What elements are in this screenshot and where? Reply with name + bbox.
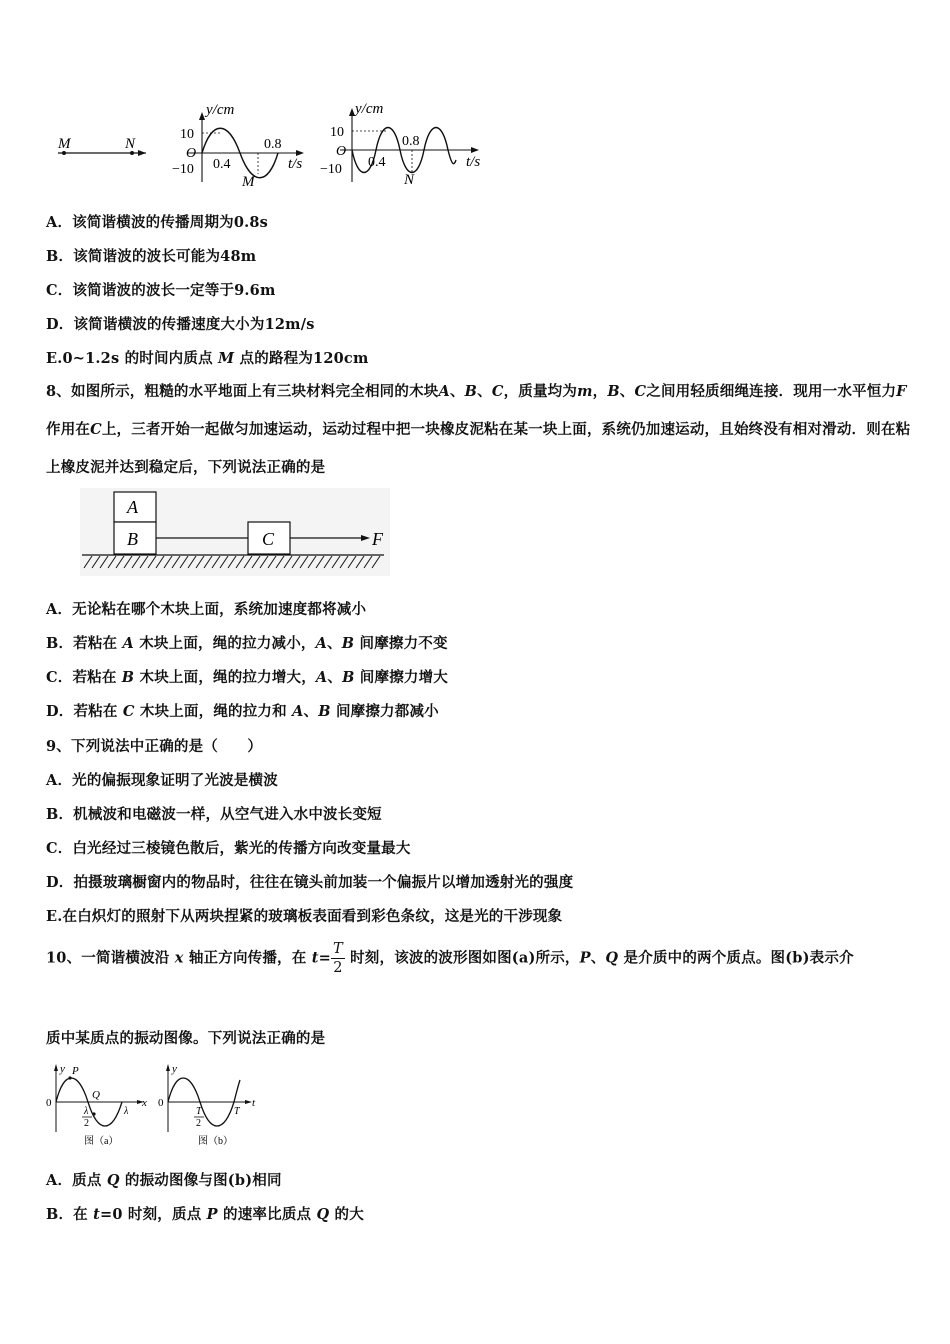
label-M: M bbox=[58, 136, 71, 152]
q9-option-d: D．拍摄玻璃橱窗内的物品时，往往在镜头前加装一个偏振片以增加透射光的强度 bbox=[46, 874, 574, 891]
g2-tick-pos: 10 bbox=[330, 125, 344, 140]
label-F: F bbox=[372, 529, 383, 549]
q10-frac-den: 2 bbox=[333, 960, 343, 976]
label-B: B bbox=[127, 529, 138, 549]
g1-t2: 0.8 bbox=[264, 137, 282, 152]
qa-origin: 0 bbox=[46, 1097, 52, 1109]
qa-lambda: λ bbox=[124, 1106, 129, 1117]
q9-option-a: A．光的偏振现象证明了光波是横波 bbox=[46, 772, 278, 789]
q10-vP: P bbox=[579, 949, 591, 967]
g1-origin: O bbox=[186, 146, 197, 161]
q8-t7: 之间用轻质细绳连接．现用一水平恒力 bbox=[646, 383, 897, 400]
q9-option-c: C．白光经过三棱镜色散后，紫光的传播方向改变量最大 bbox=[46, 840, 411, 857]
q10b-v1: t bbox=[93, 1206, 101, 1223]
qa-caption: 图（a） bbox=[84, 1136, 119, 1147]
q10b-v3: Q bbox=[316, 1206, 330, 1223]
q8-option-b bbox=[46, 632, 448, 653]
q8-v7: F bbox=[896, 383, 907, 400]
q8-v3: C bbox=[491, 383, 504, 400]
q10-vQ: Q bbox=[605, 949, 619, 967]
qb-t: t bbox=[252, 1097, 256, 1109]
q8c-v3: B bbox=[342, 669, 355, 686]
q8-stem bbox=[46, 373, 916, 487]
g2-tick-neg: −10 bbox=[320, 162, 342, 177]
q8c-mid: 木块上面，绳的拉力增大， bbox=[134, 669, 316, 686]
q7-option-d: D．该简谐横波的传播速度大小为12m/s bbox=[46, 316, 315, 333]
q8b-pre: B．若粘在 bbox=[46, 635, 123, 652]
q8-option-c bbox=[46, 666, 448, 687]
q7-option-b: B．该简谐波的波长可能为48m bbox=[46, 248, 257, 265]
q8-t5: ， bbox=[592, 383, 608, 400]
g1-point-M: M bbox=[242, 174, 255, 190]
q10-frac-num: T bbox=[332, 941, 343, 957]
qa-Q: Q bbox=[92, 1089, 100, 1101]
g1-tick-pos: 10 bbox=[180, 127, 194, 142]
q10-option-a bbox=[46, 1169, 282, 1190]
qa-P: P bbox=[72, 1065, 79, 1077]
q10b-pre: B．在 bbox=[46, 1206, 94, 1223]
q8-t6: 、 bbox=[619, 383, 635, 400]
q10-t6: 是介质中的两个质点。图(b)表示介 bbox=[618, 949, 854, 967]
q10b-post: 的大 bbox=[329, 1206, 364, 1223]
qa-half: λ bbox=[84, 1106, 89, 1117]
q8-t3: 、 bbox=[477, 383, 492, 400]
q8-blocks-diagram bbox=[80, 488, 390, 576]
qa-half-den: 2 bbox=[84, 1118, 89, 1129]
qb-half: T bbox=[196, 1106, 202, 1117]
q8-t9: 上，三者开始一起做匀加速运动，运动过程中把一块橡皮泥粘在某一块上面，系统仍加速运动，且始终没有相对滑动．则在粘上橡皮泥并达到稳定后，下列说法正确的是 bbox=[46, 421, 911, 476]
q10b-mid2: 的速率比质点 bbox=[217, 1206, 317, 1223]
q8-figure bbox=[80, 488, 390, 576]
q9-stem: 9、下列说法中正确的是（ ） bbox=[46, 738, 263, 755]
qb-caption: 图（b） bbox=[198, 1136, 233, 1147]
q10a-post: 的振动图像与图(b)相同 bbox=[119, 1172, 282, 1189]
q8-v5: B bbox=[607, 383, 620, 400]
q8d-post: 间摩擦力都减小 bbox=[330, 703, 439, 720]
qa-x: x bbox=[142, 1097, 147, 1109]
g1-tick-neg: −10 bbox=[172, 162, 194, 177]
q10-stem-line1 bbox=[46, 940, 854, 977]
q8-option-a: A．无论粘在哪个木块上面，系统加速度都将减小 bbox=[46, 601, 367, 618]
g2-origin: O bbox=[336, 144, 347, 159]
q8-v6: C bbox=[634, 383, 647, 400]
q8b-v1: A bbox=[122, 635, 134, 652]
q10-graphs bbox=[44, 1062, 264, 1150]
q10-vx: x bbox=[174, 949, 184, 967]
q10-option-b bbox=[46, 1203, 364, 1224]
g2-t2: 0.8 bbox=[402, 134, 420, 149]
q7-option-e bbox=[46, 347, 368, 368]
g1-t1: 0.4 bbox=[213, 157, 231, 172]
label-A: A bbox=[127, 497, 138, 517]
q8-v4: m bbox=[577, 383, 593, 400]
q10-t4: 时刻，该波的波形图如图(a)所示， bbox=[344, 949, 580, 967]
q7-option-c: C．该简谐波的波长一定等于9.6m bbox=[46, 282, 276, 299]
g2-t-axis-label: t/s bbox=[466, 154, 481, 170]
q8c-v2: A bbox=[315, 669, 328, 686]
label-C: C bbox=[262, 529, 275, 549]
g1-y-axis-label: y/cm bbox=[206, 102, 235, 118]
q8b-v2: A bbox=[315, 635, 328, 652]
qa-y: y bbox=[60, 1063, 65, 1075]
q8-t2: 、 bbox=[449, 383, 465, 400]
q8d-v3: B bbox=[318, 703, 331, 720]
q10-t1: 10、一简谐横波沿 bbox=[46, 949, 175, 967]
q7-option-a: A．该简谐横波的传播周期为0.8s bbox=[46, 214, 269, 231]
q8b-sep: 、 bbox=[327, 635, 342, 652]
q10b-v2: P bbox=[206, 1206, 218, 1223]
q10-t5: 、 bbox=[590, 949, 606, 967]
q8d-pre: D．若粘在 bbox=[46, 703, 123, 720]
q8-t8: 作用在 bbox=[46, 421, 91, 438]
q10-vt: t bbox=[311, 949, 319, 967]
g2-point-N: N bbox=[404, 172, 415, 188]
q10-figure bbox=[44, 1062, 264, 1150]
q8-v2: B bbox=[464, 383, 478, 400]
q10a-pre: A．质点 bbox=[46, 1172, 107, 1189]
q8d-mid: 木块上面，绳的拉力和 bbox=[134, 703, 293, 720]
q8b-mid: 木块上面，绳的拉力减小， bbox=[133, 635, 316, 652]
q8d-sep: 、 bbox=[303, 703, 319, 720]
q8c-v1: B bbox=[121, 669, 135, 686]
q10-stem-line2: 质中某质点的振动图像。下列说法正确的是 bbox=[46, 1030, 326, 1047]
q8-v1: A bbox=[438, 383, 450, 400]
q8d-v1: C bbox=[122, 703, 135, 720]
q9-option-e: E.在白炽灯的照射下从两块捏紧的玻璃板表面看到彩色条纹，这是光的干涉现象 bbox=[46, 908, 563, 925]
q10-t3: = bbox=[318, 949, 331, 967]
label-N: N bbox=[125, 136, 136, 152]
q10-t2: 轴正方向传播，在 bbox=[183, 949, 312, 967]
q7-wave-graphs bbox=[50, 100, 490, 190]
q8-t1: 8、如图所示，粗糙的水平地面上有三块材料完全相同的木块 bbox=[46, 383, 439, 400]
g2-t1: 0.4 bbox=[368, 155, 386, 170]
q8b-post: 间摩擦力不变 bbox=[354, 635, 448, 652]
q10b-mid1: =0 时刻，质点 bbox=[100, 1206, 207, 1223]
q8b-v3: B bbox=[341, 635, 355, 652]
q7-e-var: M bbox=[218, 350, 235, 367]
qb-half-den: 2 bbox=[196, 1118, 201, 1129]
q8-t4: ，质量均为 bbox=[503, 383, 578, 400]
qb-origin: 0 bbox=[158, 1097, 164, 1109]
q7-figure bbox=[50, 100, 490, 190]
q8-option-d bbox=[46, 700, 439, 721]
q9-option-b: B．机械波和电磁波一样，从空气进入水中波长变短 bbox=[46, 806, 382, 823]
q10a-v: Q bbox=[106, 1172, 120, 1189]
q8c-sep: 、 bbox=[327, 669, 343, 686]
g2-y-axis-label: y/cm bbox=[355, 101, 384, 117]
q8c-post: 间摩擦力增大 bbox=[354, 669, 448, 686]
g1-t-axis-label: t/s bbox=[288, 156, 303, 172]
q8d-v2: A bbox=[292, 703, 304, 720]
q7-e-post: 点的路程为120cm bbox=[234, 350, 369, 367]
q8-v8: C bbox=[90, 421, 102, 438]
q7-e-pre: E.0~1.2s 的时间内质点 bbox=[46, 350, 219, 367]
qb-y: y bbox=[172, 1063, 177, 1075]
q8c-pre: C．若粘在 bbox=[46, 669, 122, 686]
q10-fraction bbox=[331, 940, 345, 977]
qb-T: T bbox=[234, 1106, 240, 1117]
